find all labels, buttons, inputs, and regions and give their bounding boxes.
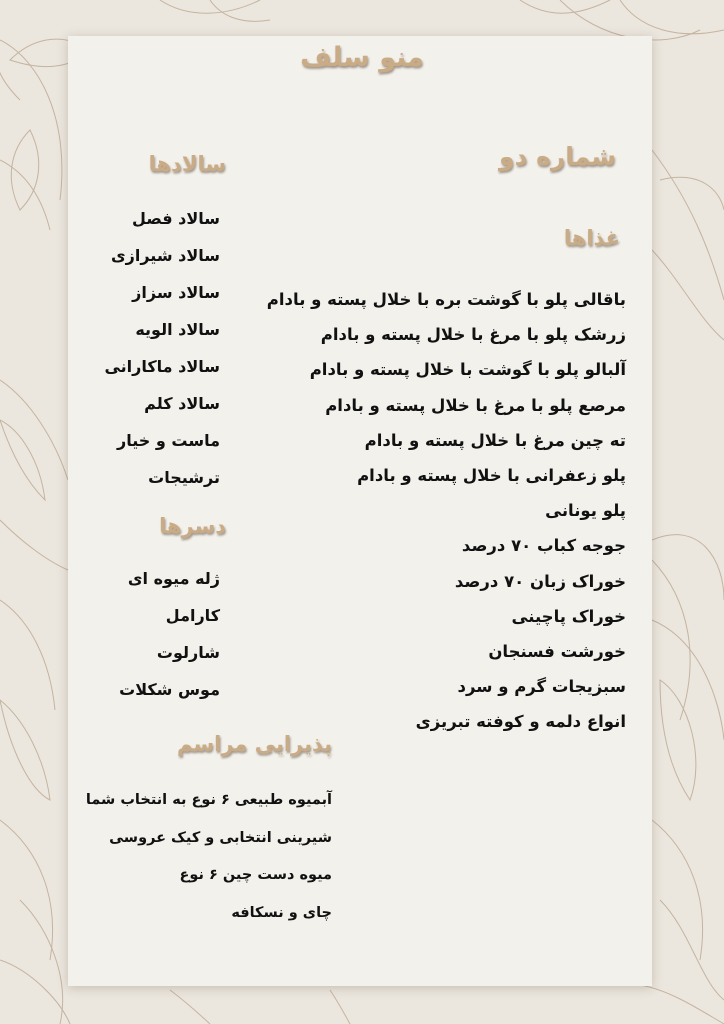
salads-heading: سالادها	[148, 152, 226, 176]
food-item: جوجه کباب ۷۰ درصد	[461, 536, 626, 556]
salad-item: ماست و خیار	[117, 431, 220, 450]
food-item: ته چین مرغ با خلال پسته و بادام	[364, 430, 626, 450]
ceremony-list	[86, 782, 332, 932]
ceremony-item: چای و نسکافه	[231, 904, 332, 921]
food-item: سبزیجات گرم و سرد	[457, 677, 626, 697]
ceremony-item: میوه دست چین ۶ نوع	[179, 867, 332, 883]
page-title: منو سلف	[300, 42, 424, 73]
food-item: زرشک پلو با مرغ با خلال پسته و بادام	[320, 325, 626, 345]
ceremony-item: آبمیوه طبیعی ۶ نوع به انتخاب شما	[85, 792, 332, 808]
dessert-item: ژله میوه ای	[127, 569, 220, 588]
foods-heading: غذاها	[563, 226, 620, 250]
dessert-item: موس شکلات	[119, 680, 220, 699]
food-item: خوراک زبان ۷۰ درصد	[454, 571, 626, 591]
dessert-item: کارامل	[165, 606, 220, 625]
dessert-item: شارلوت	[156, 643, 220, 662]
food-item: خورشت فسنجان	[488, 641, 626, 661]
food-item: باقالی پلو با گوشت بره با خلال پسته و بادام	[266, 290, 626, 309]
salad-item: سالاد شیرازی	[110, 246, 220, 265]
menu-number-heading: شماره دو	[499, 142, 616, 171]
desserts-list	[119, 560, 220, 708]
food-item: انواع دلمه و کوفته تبریزی	[415, 712, 626, 732]
salad-item: سالاد سزاز	[132, 283, 220, 302]
food-item: مرصع پلو با مرغ با خلال پسته و بادام	[325, 395, 626, 415]
ceremony-heading: پذیرایی مراسم	[177, 732, 332, 756]
food-item: خوراک پاچینی	[511, 606, 626, 626]
salad-item: سالاد فصل	[132, 209, 220, 228]
food-item: پلو یونانی	[545, 501, 626, 521]
ceremony-item: شیرینی انتخابی و کیک عروسی	[109, 829, 332, 846]
salad-item: سالاد کلم	[144, 394, 220, 413]
salad-item: سالاد الویه	[135, 320, 220, 339]
desserts-heading: دسرها	[159, 514, 226, 538]
salad-item: سالاد ماکارانی	[104, 357, 220, 376]
foods-list	[267, 282, 626, 739]
food-item: پلو زعفرانی با خلال پسته و بادام	[357, 465, 626, 485]
salad-item: ترشیجات	[148, 468, 220, 487]
salads-list	[104, 200, 220, 496]
food-item: آلبالو پلو با گوشت با خلال پسته و بادام	[309, 360, 626, 380]
